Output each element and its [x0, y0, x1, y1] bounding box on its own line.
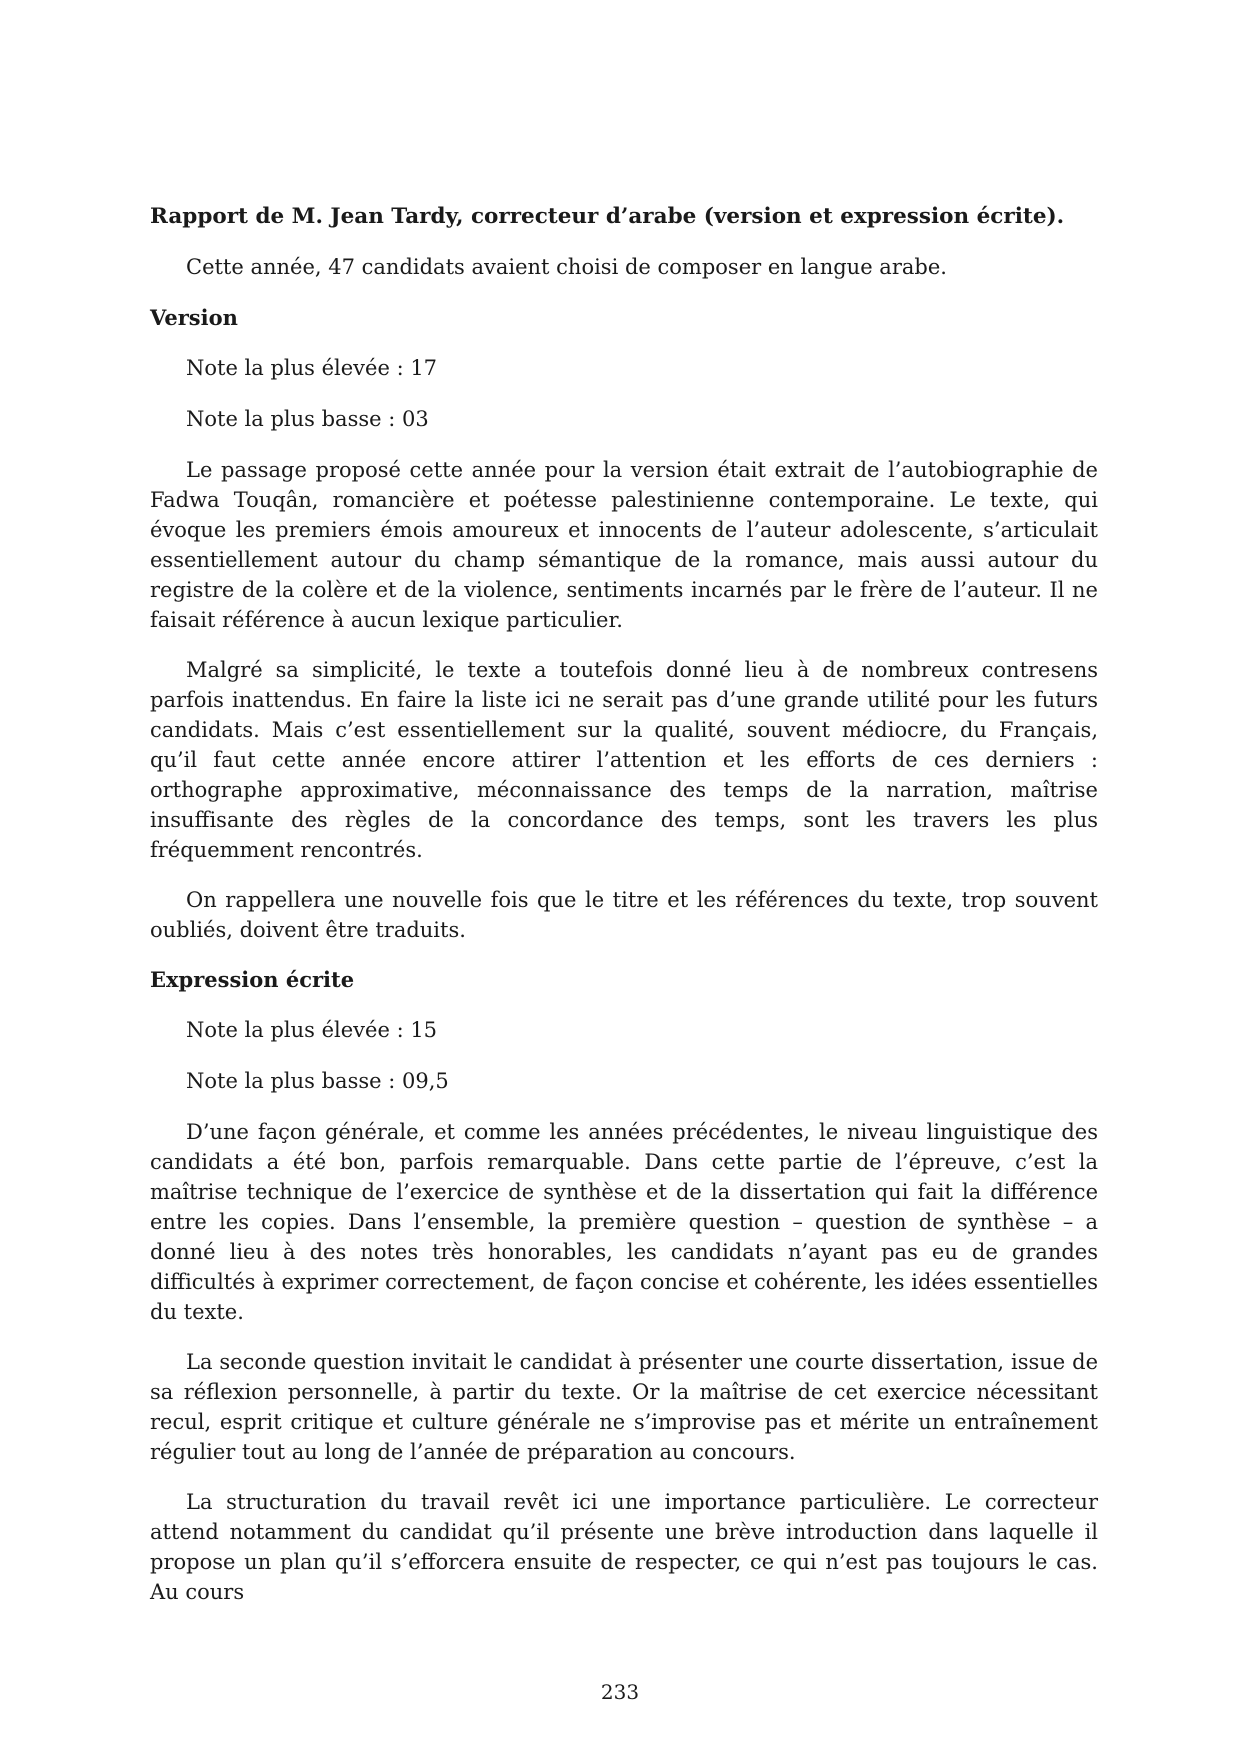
expression-paragraph: La seconde question invitait le candidat à présenter une courte dissertation, issue de sa réflexion personnelle, à partir du texte. Or la maîtrise de cet exercice nécessitant recul, esprit critique et culture générale ne s’improvise pas et mérite un entraînement régulier tout au long de l’année de préparation au concours.	[150, 1350, 1098, 1464]
version-note-max: Note la plus élevée : 17	[186, 356, 438, 380]
page-number: 233	[600, 1680, 640, 1704]
section-heading-version: Version	[150, 305, 238, 330]
report-title: Rapport de M. Jean Tardy, correcteur d’arabe (version et expression écrite).	[150, 204, 1065, 229]
version-paragraph: Malgré sa simplicité, le texte a toutefois donné lieu à de nombreux contresens parfois inattendus. En faire la liste ici ne serait pas d’une grande utilité pour les futurs candidats. Mais c’est essentiellement sur la qualité, souvent médiocre, du Français, qu’il faut cette année encore attirer l’attention et les efforts de ces derniers : orthographe approximative, méconnaissance des temps de la narration, maîtrise insuffisante des règles de la concordance des temps, sont les travers les plus fréquemment rencontrés.	[150, 658, 1098, 862]
expression-note-max: Note la plus élevée : 15	[186, 1018, 438, 1042]
version-paragraph: On rappellera une nouvelle fois que le titre et les références du texte, trop souvent oubliés, doivent être traduits.	[150, 888, 1098, 942]
section-heading-expression: Expression écrite	[150, 967, 355, 992]
intro-paragraph: Cette année, 47 candidats avaient choisi de composer en langue arabe.	[186, 255, 947, 279]
version-note-min: Note la plus basse : 03	[186, 407, 429, 431]
page-content	[150, 202, 1098, 1627]
expression-paragraph: La structuration du travail revêt ici une importance particulière. Le correcteur attend notamment du candidat qu’il présente une brève introduction dans laquelle il propose un plan qu’il s’efforcera ensuite de respecter, ce qui n’est pas toujours le cas. Au cours	[150, 1490, 1098, 1604]
expression-note-min: Note la plus basse : 09,5	[186, 1069, 449, 1093]
expression-paragraph: D’une façon générale, et comme les années précédentes, le niveau linguistique des candidats a été bon, parfois remarquable. Dans cette partie de l’épreuve, c’est la maîtrise technique de l’exercice de synthèse et de la dissertation qui fait la différence entre les copies. Dans l’ensemble, la première question – question de synthèse – a donné lieu à des notes très honorables, les candidats n’ayant pas eu de grandes difficultés à exprimer correctement, de façon concise et cohérente, les idées essentielles du texte.	[150, 1120, 1098, 1324]
version-paragraph: Le passage proposé cette année pour la version était extrait de l’autobiographie de Fadwa Touqân, romancière et poétesse palestinienne contemporaine. Le texte, qui évoque les premiers émois amoureux et innocents de l’auteur adolescente, s’articulait essentiellement autour du champ sémantique de la romance, mais aussi autour du registre de la colère et de la violence, sentiments incarnés par le frère de l’auteur. Il ne faisait référence à aucun lexique particulier.	[150, 458, 1098, 632]
